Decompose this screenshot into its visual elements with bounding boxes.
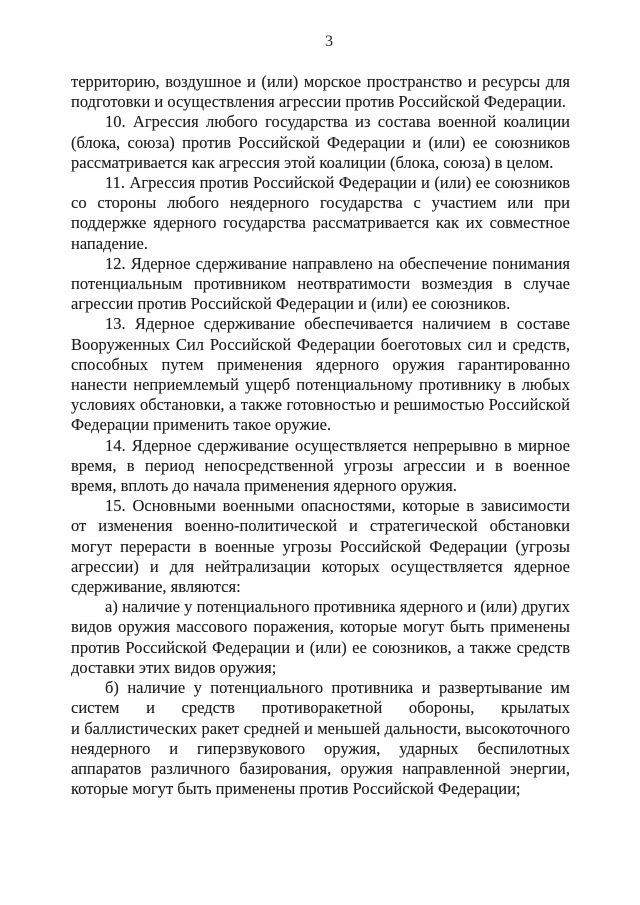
paragraph-item-15a: а) наличие у потенциального противника ядерного и (или) других видов оружия массового поражения, которые могут быть применены против Российской Федерации и (или) ее союзников, а также средств доставки этих видов оружия; [71,597,570,677]
document-body [71,72,570,799]
paragraph-continuation: территорию, воздушное и (или) морское пространство и ресурсы для подготовки и осуществления агрессии против Российской Федерации. [71,72,570,112]
paragraph-item-13: 13. Ядерное сдерживание обеспечивается наличием в составе Вооруженных Сил Российской Федерации боеготовых сил и средств, способных путем применения ядерного оружия гарантированно нанести неприемлемый ущерб потенциальному противнику в любых условиях обстановки, а также готовностью и решимостью Российской Федерации применить такое оружие. [71,314,570,435]
paragraph-item-15: 15. Основными военными опасностями, которые в зависимости от изменения военно-политической и стратегической обстановки могут перерасти в военные угрозы Российской Федерации (угрозы агрессии) и для нейтрализации которых осуществляется ядерное сдерживание, являются: [71,496,570,597]
paragraph-item-11: 11. Агрессия против Российской Федерации и (или) ее союзников со стороны любого неядерного государства с участием или при поддержке ядерного государства рассматривается как их совместное нападение. [71,173,570,253]
paragraph-item-12: 12. Ядерное сдерживание направлено на обеспечение понимания потенциальным противником неотвратимости возмездия в случае агрессии против Российской Федерации и (или) ее союзников. [71,253,570,314]
page-number: 3 [325,33,333,50]
paragraph-item-10: 10. Агрессия любого государства из состава военной коалиции (блока, союза) против Российской Федерации и (или) ее союзников рассматривается как агрессия этой коалиции (блока, союза) в целом. [71,112,570,172]
paragraph-item-14: 14. Ядерное сдерживание осуществляется непрерывно в мирное время, в период непосредственной угрозы агрессии и в военное время, вплоть до начала применения ядерного оружия. [71,435,570,496]
paragraph-item-15b: б) наличие у потенциального противника и развертывание им систем и средств противоракетной обороны, крылатых и баллистических ракет средней и меньшей дальности, высокоточного неядерного и гиперзвукового оружия, ударных беспилотных аппаратов различного базирования, оружия направленной энергии, которые могут быть применены против Российской Федерации; [71,678,570,799]
